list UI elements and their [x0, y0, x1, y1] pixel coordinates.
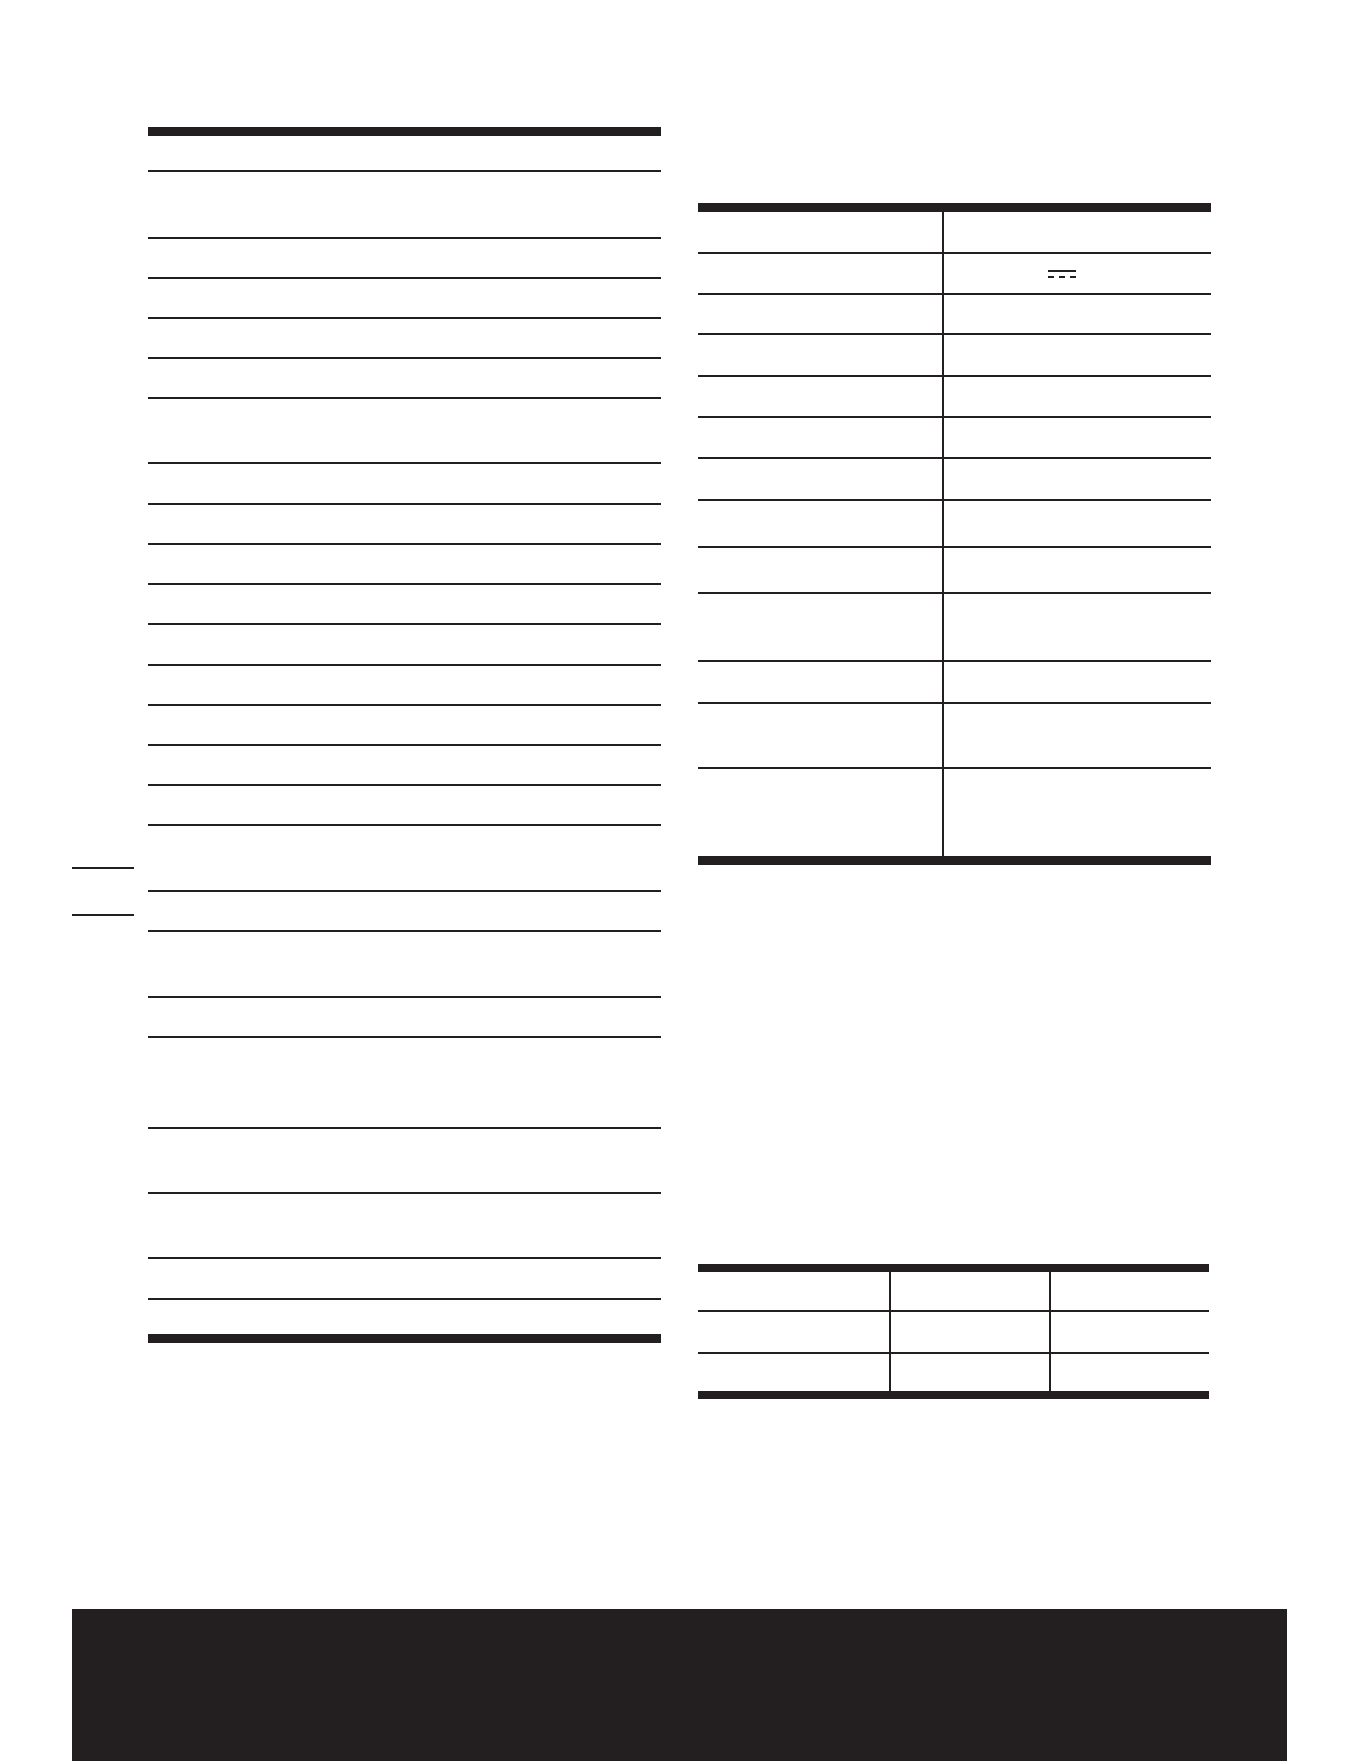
left-table-row-divider [148, 996, 661, 998]
left-table-row-divider [148, 890, 661, 892]
left-table-row-divider [148, 462, 661, 464]
left-table-row-divider [148, 784, 661, 786]
left-table-row-divider [148, 357, 661, 359]
spec-table-row-divider [698, 293, 1211, 295]
margin-marker-line [72, 867, 134, 869]
spec-table-bottom-rule [698, 856, 1211, 865]
spec-table-top-rule [698, 203, 1211, 212]
left-table-row-divider [148, 1036, 661, 1038]
spec-table-row-divider [698, 416, 1211, 418]
left-table-row-divider [148, 744, 661, 746]
left-table-row-divider [148, 664, 661, 666]
small-table-column-divider [1049, 1272, 1051, 1392]
left-table-row-divider [148, 623, 661, 625]
footer-band [72, 1609, 1287, 1761]
margin-marker-line [72, 914, 134, 916]
small-table-column-divider [889, 1272, 891, 1392]
left-table-top-rule [148, 127, 661, 136]
left-table-row-divider [148, 503, 661, 505]
left-table-row-divider [148, 397, 661, 399]
small-table-bottom-rule [698, 1391, 1209, 1399]
left-table-row-divider [148, 543, 661, 545]
spec-table-row-divider [698, 375, 1211, 377]
left-table-row-divider [148, 1298, 661, 1300]
left-table-row-divider [148, 317, 661, 319]
spec-table-row-divider [698, 592, 1211, 594]
left-table-row-divider [148, 1257, 661, 1259]
spec-table-row-divider [698, 499, 1211, 501]
left-table-row-divider [148, 930, 661, 932]
left-table-row-divider [148, 1127, 661, 1129]
left-table-row-divider [148, 170, 661, 172]
left-table-row-divider [148, 583, 661, 585]
small-table-top-rule [698, 1264, 1209, 1272]
small-table-row-divider [698, 1310, 1209, 1312]
left-table-row-divider [148, 824, 661, 826]
spec-table-row-divider [698, 660, 1211, 662]
left-table-row-divider [148, 237, 661, 239]
spec-table-row-divider [698, 702, 1211, 704]
spec-table-row-divider [698, 333, 1211, 335]
direct-current-symbol-icon [1048, 270, 1076, 282]
spec-table-column-divider [942, 211, 944, 857]
spec-table-row-divider [698, 457, 1211, 459]
left-table-row-divider [148, 704, 661, 706]
spec-table-row-divider [698, 252, 1211, 254]
left-table-bottom-rule [148, 1334, 661, 1343]
spec-table-row-divider [698, 546, 1211, 548]
spec-table-row-divider [698, 767, 1211, 769]
small-table-row-divider [698, 1352, 1209, 1354]
left-table-row-divider [148, 277, 661, 279]
left-table-row-divider [148, 1192, 661, 1194]
